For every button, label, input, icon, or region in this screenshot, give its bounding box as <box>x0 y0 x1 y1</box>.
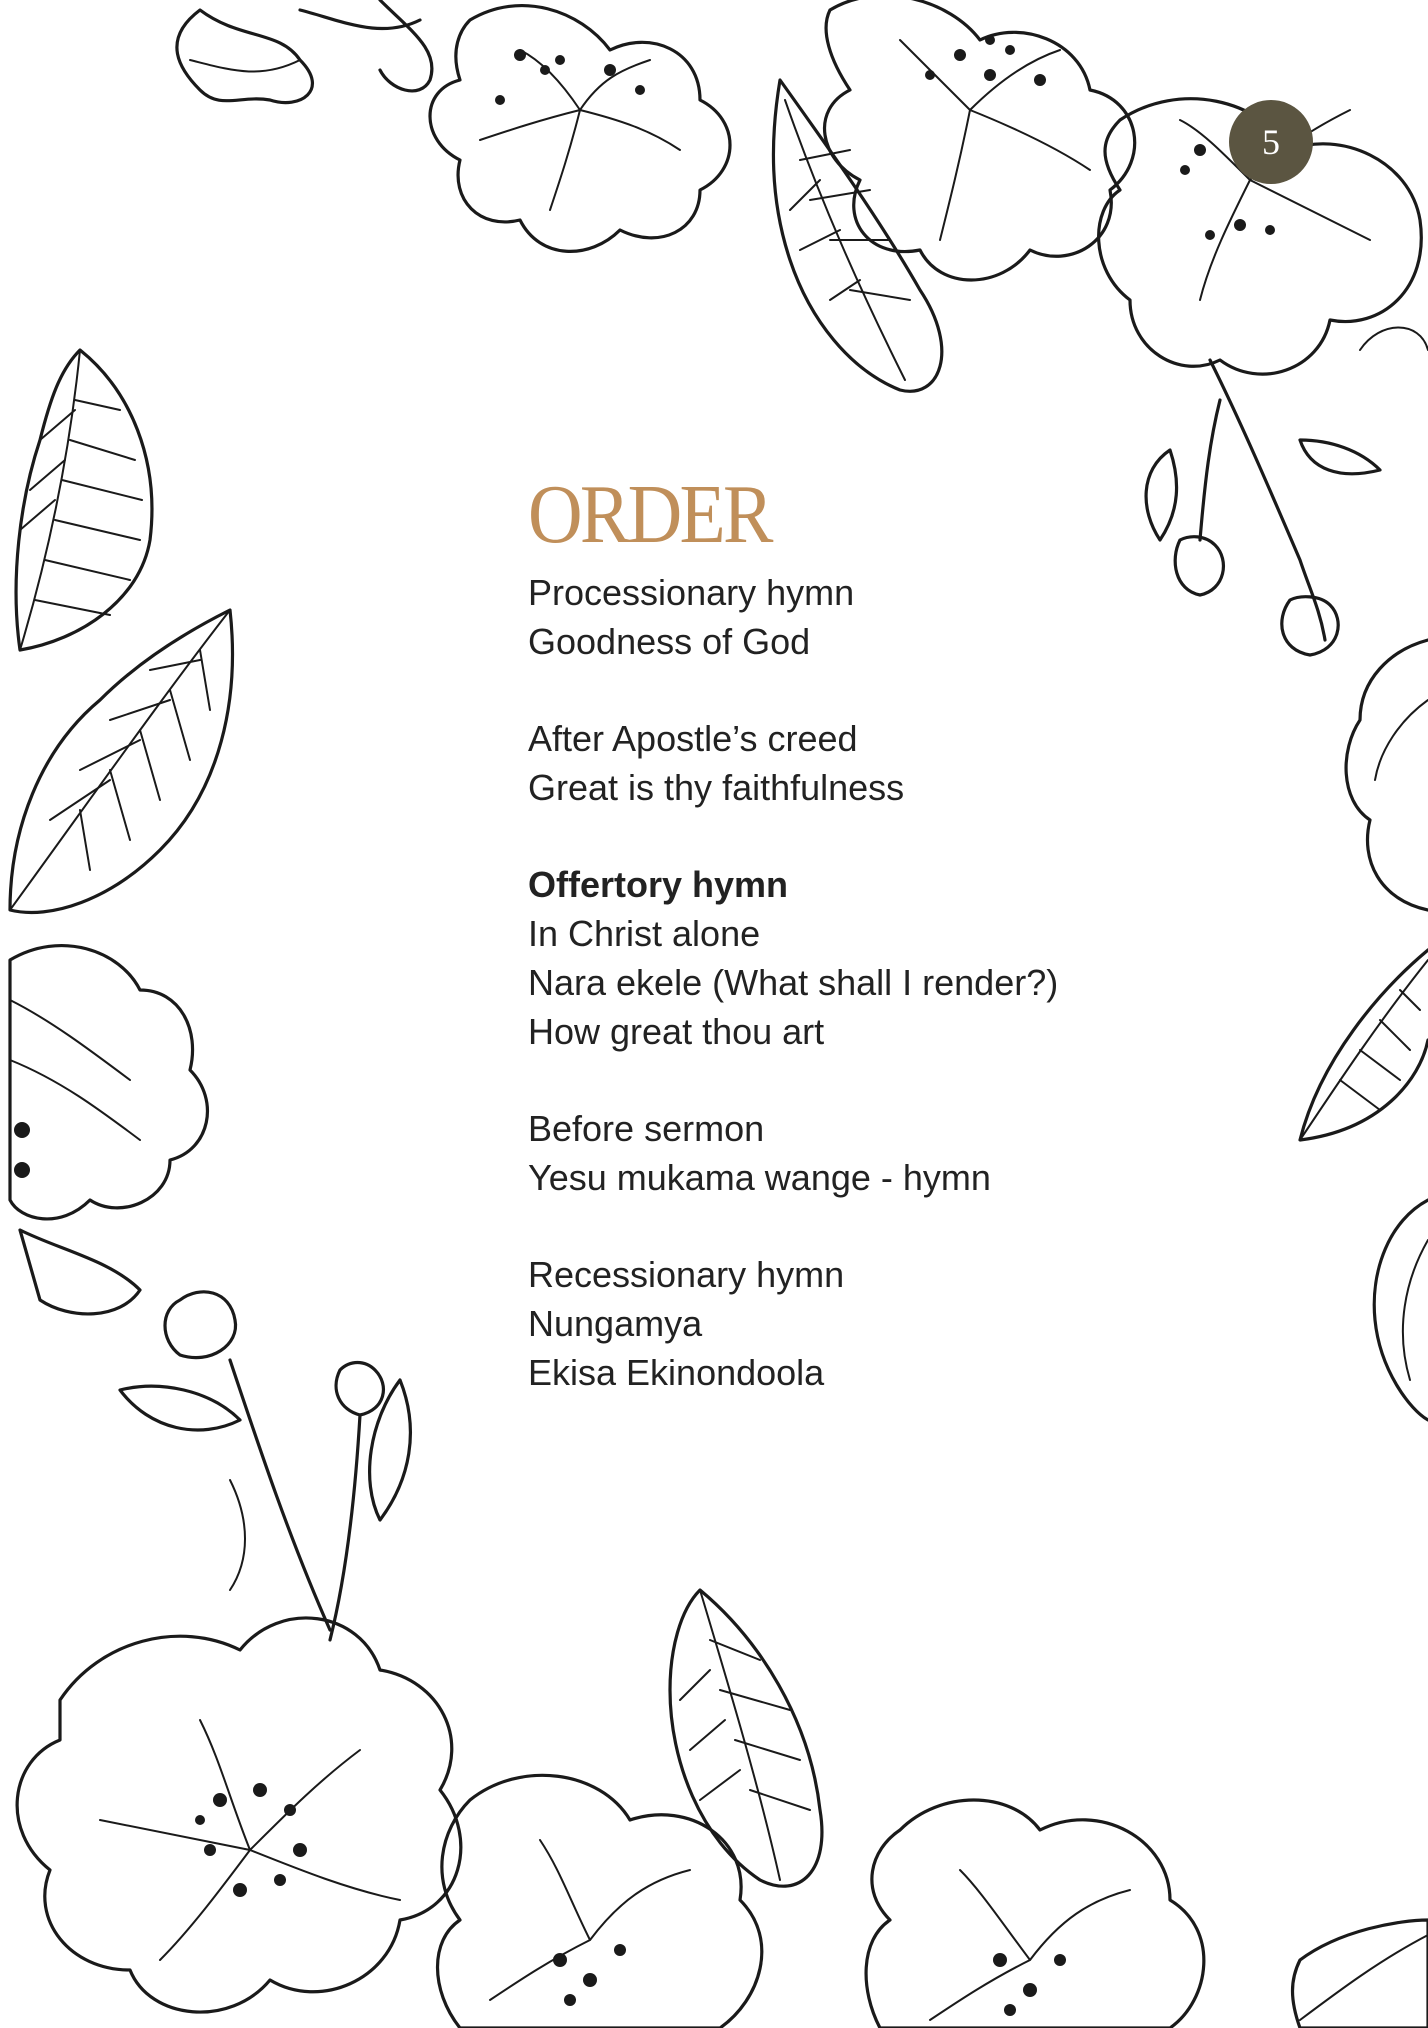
hymn-item: Nungamya <box>528 1303 703 1344</box>
section-recessionary <box>528 1250 1248 1397</box>
page-number-badge: 5 <box>1229 100 1313 184</box>
section-before-sermon <box>528 1104 1248 1202</box>
section-heading: Recessionary hymn <box>528 1254 845 1295</box>
hymn-item: Nara ekele (What shall I render?) <box>528 962 1059 1003</box>
hymn-item: Ekisa Ekinondoola <box>528 1352 825 1393</box>
section-after-creed <box>528 714 1248 812</box>
order-of-service <box>528 470 1248 1445</box>
left-leaves <box>10 350 410 1640</box>
hymn-item: In Christ alone <box>528 913 761 954</box>
hymn-item: How great thou art <box>528 1011 825 1052</box>
right-side-flowers <box>1300 640 1428 1420</box>
section-processionary <box>528 568 1248 666</box>
section-heading: After Apostle’s creed <box>528 718 858 759</box>
bottom-flower-cluster <box>17 1590 1428 2028</box>
hymn-item: Yesu mukama wange - hymn <box>528 1157 991 1198</box>
section-heading: Before sermon <box>528 1108 765 1149</box>
section-heading: Processionary hymn <box>528 572 855 613</box>
hymn-item: Goodness of God <box>528 621 811 662</box>
section-heading: Offertory hymn <box>528 864 789 905</box>
hymn-item: Great is thy faithfulness <box>528 767 905 808</box>
page-title: ORDER <box>528 468 771 561</box>
section-offertory <box>528 860 1248 1056</box>
